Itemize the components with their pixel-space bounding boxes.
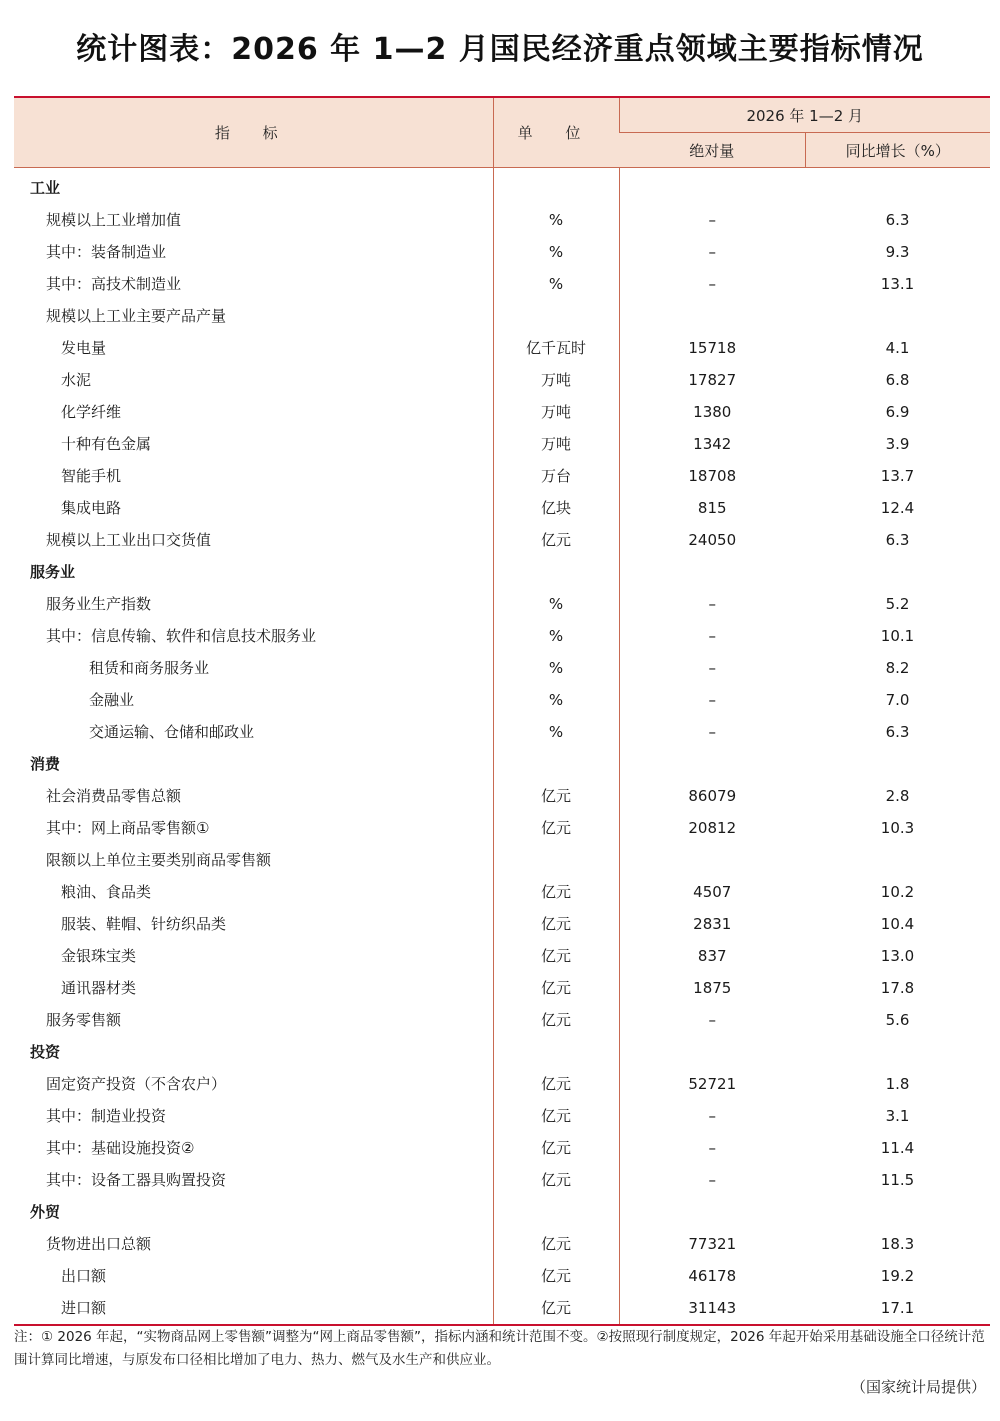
absolute-cell: 77321 xyxy=(619,1228,805,1260)
unit-cell: 亿元 xyxy=(493,1228,619,1260)
section-row xyxy=(14,556,990,588)
absolute-cell: – xyxy=(619,1164,805,1196)
table-row xyxy=(14,236,990,268)
unit-cell: 亿元 xyxy=(493,812,619,844)
absolute-cell: – xyxy=(619,652,805,684)
absolute-cell: – xyxy=(619,236,805,268)
unit-cell: % xyxy=(493,204,619,236)
table-row xyxy=(14,716,990,748)
growth-cell: 7.0 xyxy=(885,691,910,709)
growth-cell xyxy=(805,556,990,588)
indicator-cell: 水泥 xyxy=(61,371,92,389)
growth-cell: 3.9 xyxy=(885,435,910,453)
absolute-cell: 20812 xyxy=(619,812,805,844)
source-credit: （国家统计局提供） xyxy=(850,1378,986,1396)
absolute-cell: 18708 xyxy=(619,460,805,492)
indicator-cell: 化学纤维 xyxy=(61,403,122,421)
unit-cell: % xyxy=(493,620,619,652)
indicator-cell: 出口额 xyxy=(61,1267,107,1285)
absolute-cell: – xyxy=(619,1100,805,1132)
unit-cell: 亿块 xyxy=(493,492,619,524)
absolute-cell: – xyxy=(619,1132,805,1164)
table-row xyxy=(14,908,990,940)
footnotes: 注：① 2026 年起，“实物商品网上零售额”调整为“网上商品零售额”，指标内涵和统计范围不变。②按照现行制度规定，2026 年起开始采用基础设施全口径统计范围计算同比增速，与原发布口径相比增加了电力、热力、燃气及水生产和供应业。 xyxy=(14,1329,985,1368)
unit-cell: 万吨 xyxy=(493,396,619,428)
table-row xyxy=(14,972,990,1004)
growth-cell xyxy=(805,168,990,205)
unit-cell: 亿元 xyxy=(493,524,619,556)
section-row xyxy=(14,1036,990,1068)
indicator-cell: 其中：基础设施投资② xyxy=(46,1139,195,1157)
indicator-cell: 社会消费品零售总额 xyxy=(46,787,182,805)
absolute-cell: 46178 xyxy=(619,1260,805,1292)
growth-cell: 2.8 xyxy=(885,787,910,805)
indicator-cell: 金融业 xyxy=(89,691,135,709)
growth-cell xyxy=(805,1036,990,1068)
table-row xyxy=(14,1260,990,1292)
table-row xyxy=(14,684,990,716)
table-row xyxy=(14,588,990,620)
absolute-cell: 2831 xyxy=(619,908,805,940)
unit-cell: 亿元 xyxy=(493,1004,619,1036)
header-period: 2026 年 1—2 月 xyxy=(619,97,990,133)
absolute-cell xyxy=(619,748,805,780)
indicator-cell: 限额以上单位主要类别商品零售额 xyxy=(46,851,272,869)
indicator-cell: 交通运输、仓储和邮政业 xyxy=(89,723,255,741)
table-row xyxy=(14,204,990,236)
indicator-cell: 规模以上工业增加值 xyxy=(46,211,182,229)
growth-cell: 3.1 xyxy=(885,1107,910,1125)
unit-cell: % xyxy=(493,652,619,684)
indicator-cell: 其中：设备工器具购置投资 xyxy=(46,1171,227,1189)
absolute-cell: – xyxy=(619,204,805,236)
growth-cell: 18.3 xyxy=(880,1235,915,1253)
indicator-table-wrapper xyxy=(14,96,990,1326)
unit-cell: % xyxy=(493,716,619,748)
section-row xyxy=(14,1196,990,1228)
table-row xyxy=(14,780,990,812)
absolute-cell xyxy=(619,1036,805,1068)
absolute-cell: 837 xyxy=(619,940,805,972)
absolute-cell: 1342 xyxy=(619,428,805,460)
indicator-cell: 租赁和商务服务业 xyxy=(89,659,210,677)
unit-cell: 亿元 xyxy=(493,780,619,812)
absolute-cell xyxy=(619,1196,805,1228)
unit-cell: 亿元 xyxy=(493,1260,619,1292)
indicator-cell: 十种有色金属 xyxy=(61,435,152,453)
growth-cell: 6.8 xyxy=(885,371,910,389)
unit-cell: 亿千瓦时 xyxy=(493,332,619,364)
growth-cell: 10.2 xyxy=(880,883,915,901)
header-absolute: 绝对量 xyxy=(619,133,805,168)
growth-cell: 17.1 xyxy=(805,1292,990,1325)
indicator-cell: 粮油、食品类 xyxy=(61,883,152,901)
absolute-cell: – xyxy=(619,1004,805,1036)
absolute-cell: 15718 xyxy=(619,332,805,364)
indicator-cell: 外贸 xyxy=(30,1203,61,1221)
growth-cell xyxy=(805,300,990,332)
indicator-cell: 进口额 xyxy=(14,1292,493,1325)
unit-cell: % xyxy=(493,684,619,716)
unit-cell: 亿元 xyxy=(493,876,619,908)
unit-cell: % xyxy=(493,236,619,268)
indicator-cell: 通讯器材类 xyxy=(61,979,137,997)
indicator-cell: 智能手机 xyxy=(61,467,122,485)
table-row xyxy=(14,1292,990,1325)
indicator-cell: 金银珠宝类 xyxy=(61,947,137,965)
indicator-cell: 发电量 xyxy=(61,339,107,357)
growth-cell: 6.3 xyxy=(885,211,910,229)
indicator-cell: 服务零售额 xyxy=(46,1011,122,1029)
indicator-table xyxy=(14,96,990,1326)
absolute-cell: 31143 xyxy=(619,1292,805,1325)
table-row xyxy=(14,620,990,652)
unit-cell: % xyxy=(493,588,619,620)
growth-cell: 10.1 xyxy=(880,627,915,645)
growth-cell: 6.3 xyxy=(885,531,910,549)
absolute-cell: 17827 xyxy=(619,364,805,396)
absolute-cell xyxy=(619,168,805,205)
table-row xyxy=(14,844,990,876)
absolute-cell: – xyxy=(619,620,805,652)
absolute-cell: 4507 xyxy=(619,876,805,908)
indicator-cell: 货物进出口总额 xyxy=(46,1235,152,1253)
unit-cell: 万台 xyxy=(493,460,619,492)
unit-cell: 亿元 xyxy=(493,1068,619,1100)
growth-cell: 4.1 xyxy=(885,339,910,357)
indicator-cell: 服务业生产指数 xyxy=(46,595,152,613)
growth-cell: 1.8 xyxy=(885,1075,910,1093)
absolute-cell: – xyxy=(619,268,805,300)
table-row xyxy=(14,1100,990,1132)
unit-cell: 亿元 xyxy=(493,1100,619,1132)
unit-cell xyxy=(493,748,619,780)
table-row xyxy=(14,428,990,460)
growth-cell: 5.2 xyxy=(885,595,910,613)
absolute-cell xyxy=(619,844,805,876)
indicator-cell: 其中：网上商品零售额① xyxy=(46,819,210,837)
section-row xyxy=(14,168,990,205)
table-header xyxy=(14,97,990,168)
table-row xyxy=(14,300,990,332)
table-row xyxy=(14,940,990,972)
growth-cell: 5.6 xyxy=(885,1011,910,1029)
table-row xyxy=(14,1004,990,1036)
growth-cell xyxy=(805,1196,990,1228)
growth-cell: 10.4 xyxy=(880,915,915,933)
table-row xyxy=(14,332,990,364)
growth-cell: 17.8 xyxy=(880,979,915,997)
indicator-cell: 固定资产投资（不含农户） xyxy=(46,1075,227,1093)
unit-cell xyxy=(493,556,619,588)
header-unit: 单 位 xyxy=(493,97,619,168)
header-indicator: 指 标 xyxy=(14,97,493,168)
absolute-cell: 52721 xyxy=(619,1068,805,1100)
table-row xyxy=(14,268,990,300)
growth-cell: 10.3 xyxy=(880,819,915,837)
table-body xyxy=(14,168,990,1326)
table-row xyxy=(14,652,990,684)
indicator-cell: 其中：高技术制造业 xyxy=(46,275,182,293)
unit-cell: 亿元 xyxy=(493,1292,619,1325)
page-title: 统计图表：2026 年 1—2 月国民经济重点领域主要指标情况 xyxy=(76,32,924,67)
indicator-cell: 投资 xyxy=(30,1043,61,1061)
growth-cell: 12.4 xyxy=(880,499,915,517)
absolute-cell: – xyxy=(619,684,805,716)
table-row xyxy=(14,1132,990,1164)
indicator-cell: 服务业 xyxy=(30,563,76,581)
indicator-cell: 规模以上工业出口交货值 xyxy=(46,531,212,549)
growth-cell: 19.2 xyxy=(880,1267,915,1285)
unit-cell: 亿元 xyxy=(493,1164,619,1196)
table-row xyxy=(14,460,990,492)
table-row xyxy=(14,364,990,396)
section-row xyxy=(14,748,990,780)
table-row xyxy=(14,812,990,844)
table-row xyxy=(14,396,990,428)
indicator-cell: 消费 xyxy=(30,755,61,773)
unit-cell xyxy=(493,300,619,332)
unit-cell: 万吨 xyxy=(493,428,619,460)
table-row xyxy=(14,524,990,556)
growth-cell: 9.3 xyxy=(885,243,910,261)
unit-cell: 亿元 xyxy=(493,908,619,940)
absolute-cell xyxy=(619,556,805,588)
table-row xyxy=(14,1228,990,1260)
growth-cell: 6.3 xyxy=(885,723,910,741)
table-row xyxy=(14,492,990,524)
header-growth: 同比增长（%） xyxy=(805,133,990,168)
unit-cell xyxy=(493,1036,619,1068)
absolute-cell: 1875 xyxy=(619,972,805,1004)
unit-cell: 亿元 xyxy=(493,940,619,972)
indicator-cell: 服装、鞋帽、针纺织品类 xyxy=(61,915,227,933)
unit-cell: 亿元 xyxy=(493,1132,619,1164)
unit-cell: 万吨 xyxy=(493,364,619,396)
growth-cell: 11.4 xyxy=(880,1139,915,1157)
growth-cell xyxy=(805,748,990,780)
unit-cell: % xyxy=(493,268,619,300)
growth-cell: 6.9 xyxy=(885,403,910,421)
indicator-cell: 规模以上工业主要产品产量 xyxy=(46,307,227,325)
unit-cell xyxy=(493,844,619,876)
unit-cell: 亿元 xyxy=(493,972,619,1004)
indicator-cell: 工业 xyxy=(30,179,61,197)
absolute-cell xyxy=(619,300,805,332)
growth-cell: 13.0 xyxy=(880,947,915,965)
absolute-cell: – xyxy=(619,716,805,748)
absolute-cell: 24050 xyxy=(619,524,805,556)
table-row xyxy=(14,1068,990,1100)
unit-cell xyxy=(493,168,619,205)
growth-cell: 11.5 xyxy=(880,1171,915,1189)
indicator-cell: 其中：装备制造业 xyxy=(46,243,167,261)
absolute-cell: 1380 xyxy=(619,396,805,428)
unit-cell xyxy=(493,1196,619,1228)
absolute-cell: 86079 xyxy=(619,780,805,812)
growth-cell xyxy=(805,844,990,876)
indicator-cell: 其中：信息传输、软件和信息技术服务业 xyxy=(46,627,317,645)
table-row xyxy=(14,1164,990,1196)
growth-cell: 8.2 xyxy=(885,659,910,677)
absolute-cell: – xyxy=(619,588,805,620)
indicator-cell: 其中：制造业投资 xyxy=(46,1107,167,1125)
table-row xyxy=(14,876,990,908)
absolute-cell: 815 xyxy=(619,492,805,524)
indicator-cell: 集成电路 xyxy=(61,499,122,517)
growth-cell: 13.7 xyxy=(880,467,915,485)
growth-cell: 13.1 xyxy=(880,275,915,293)
